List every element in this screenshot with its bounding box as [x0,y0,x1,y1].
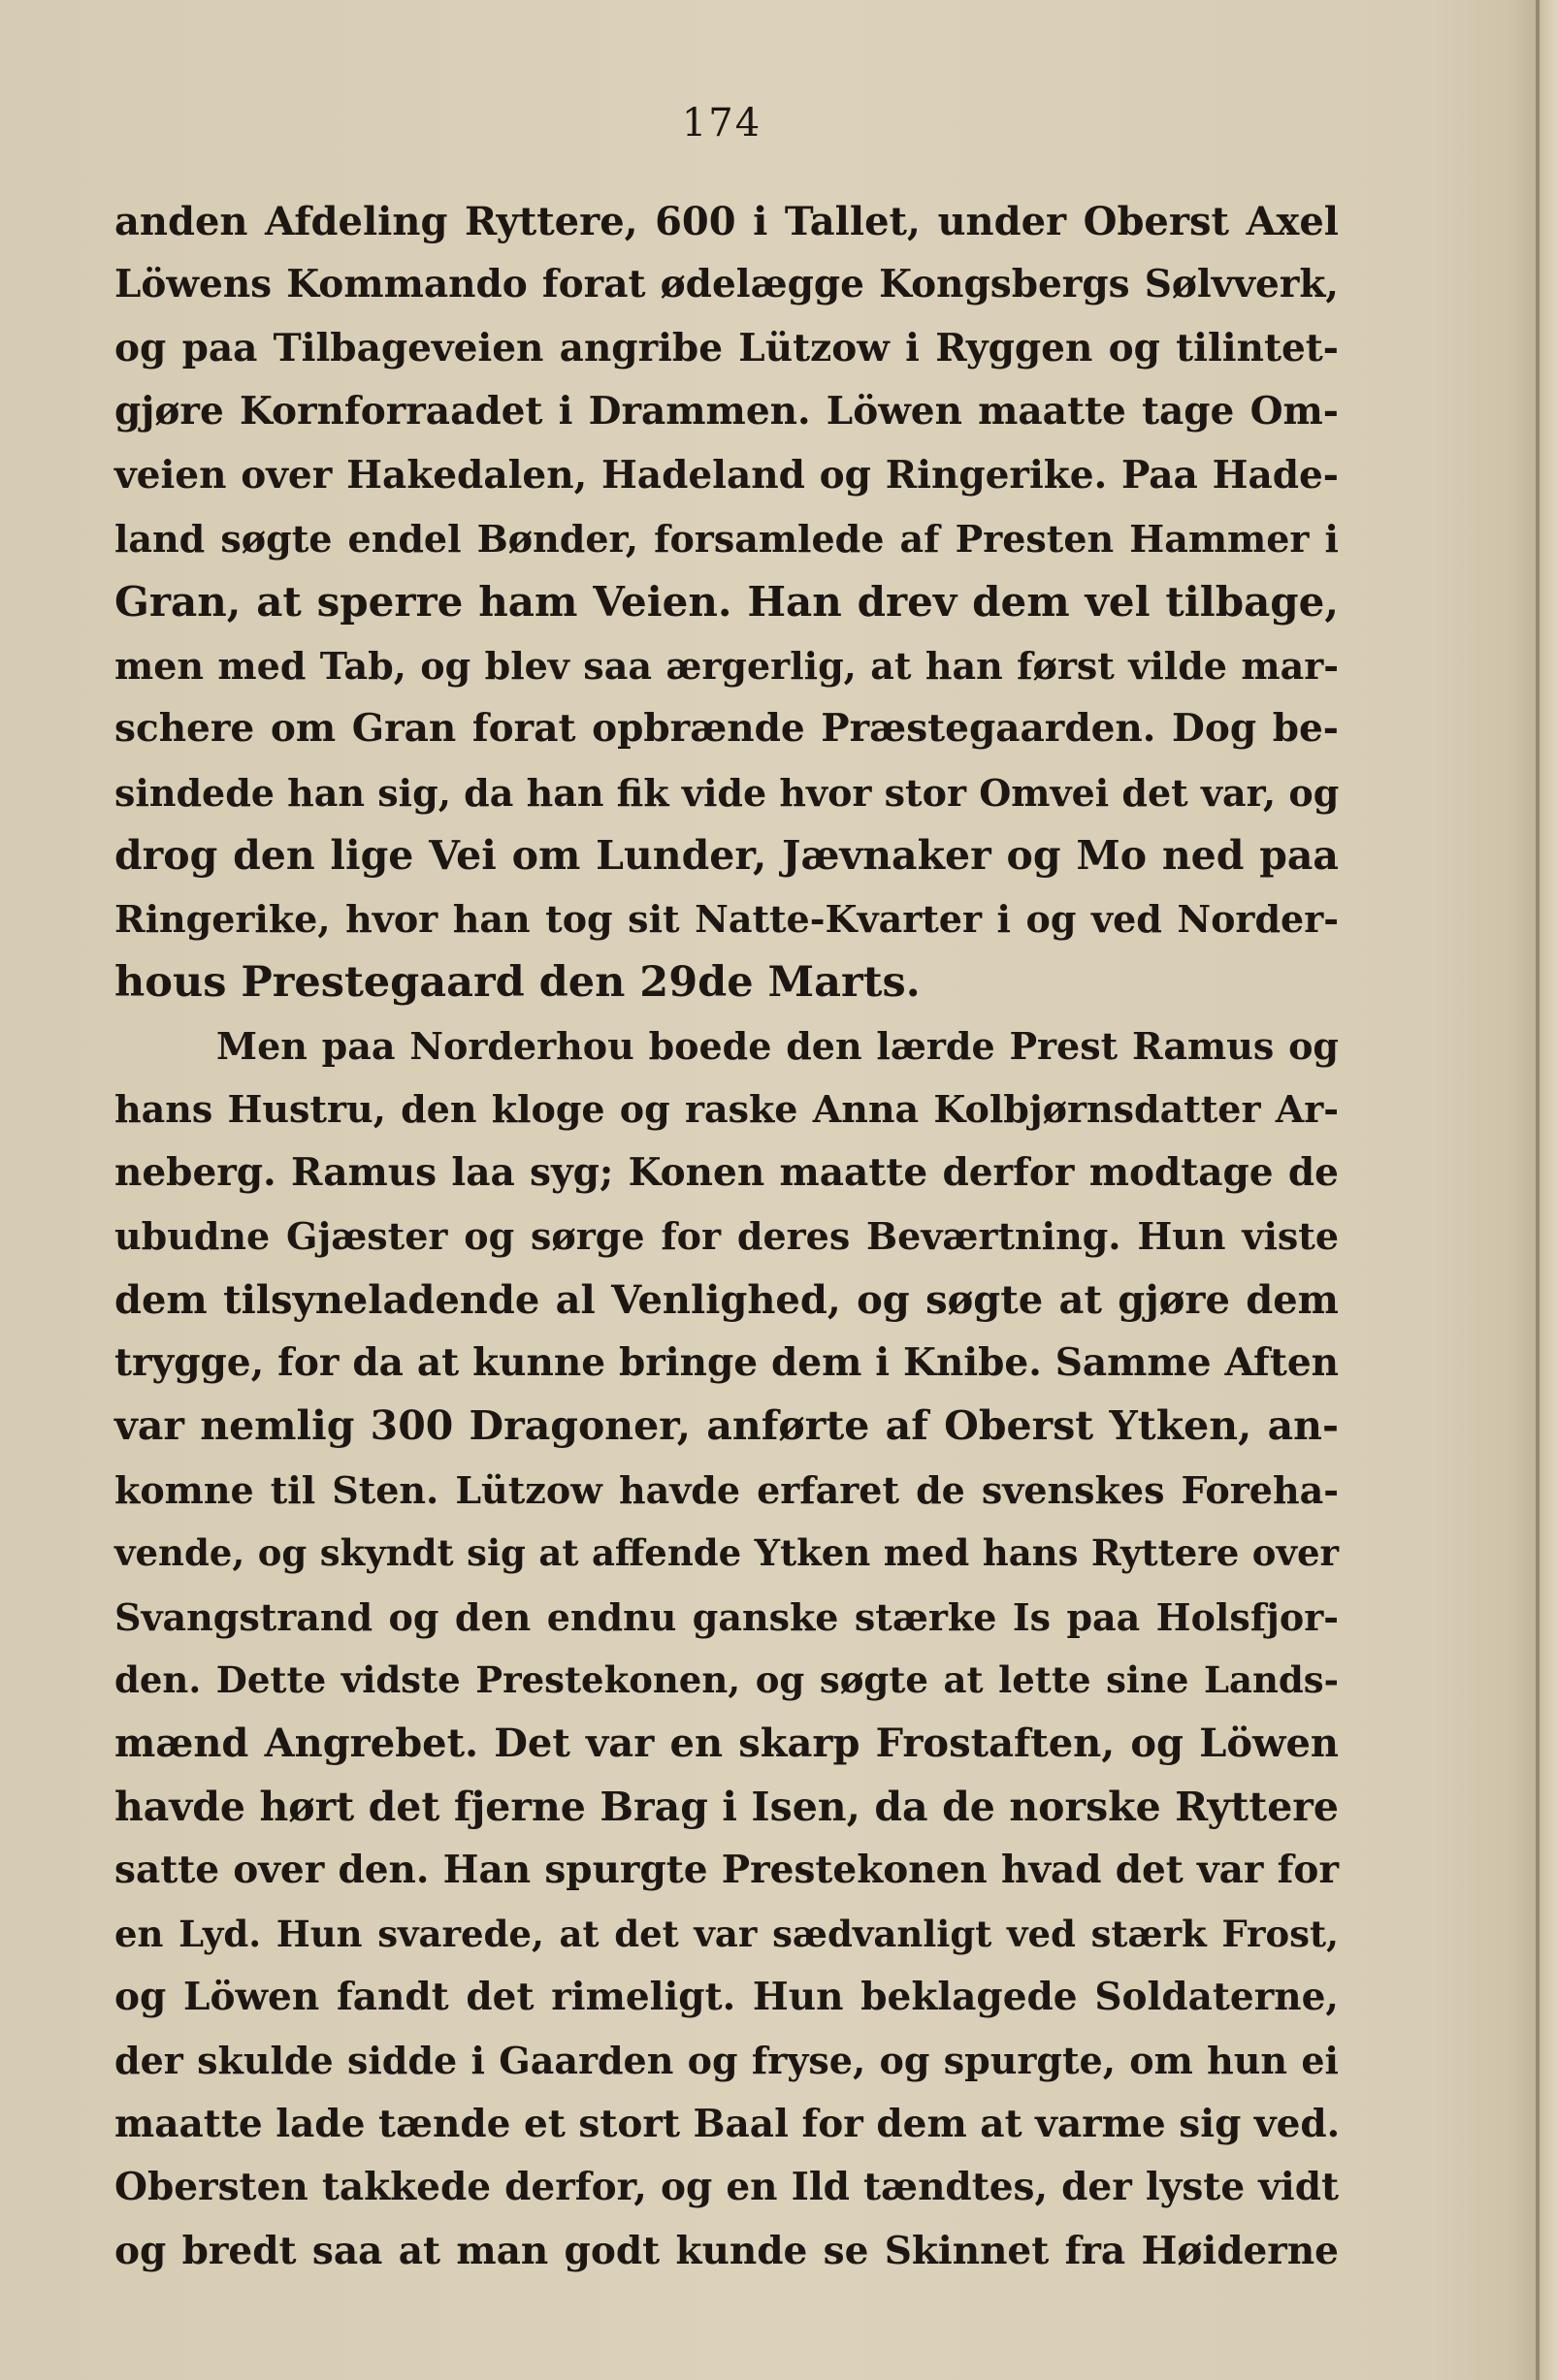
text-line: hous Prestegaard den 29de Marts. [114,957,921,1007]
text-line: men med Tab, og blev saa ærgerlig, at han først vilde mar- [114,643,1339,688]
text-line: Men paa Norderhou boede den lærde Prest Ramus og [216,1024,1339,1069]
text-line: schere om Gran forat opbrænde Præstegaarden. Dog be- [114,706,1339,752]
text-line: Ringerike, hvor han tog sit Natte-Kvarter i og ved Norder- [114,897,1339,942]
text-line: satte over den. Han spurgte Prestekonen hvad det var for [114,1848,1339,1893]
body-text [114,190,1339,2283]
text-line: neberg. Ramus laa syg; Konen maatte derfor modtage de [114,1149,1339,1195]
text-line: og paa Tilbageveien angribe Lützow i Ryggen og tilintet- [114,325,1339,370]
text-line: ubudne Gjæster og sørge for deres Beværtning. Hun viste [114,1214,1339,1259]
text-line: havde hørt det fjerne Brag i Isen, da de norske Ryttere [114,1783,1339,1830]
text-line: maatte lade tænde et stort Baal for dem at varme sig ved. [114,2101,1341,2146]
text-line: Gran, at sperre ham Veien. Han drev dem vel tilbage, [114,578,1339,627]
text-line: en Lyd. Hun svarede, at det var sædvanligt ved stærk Frost, [114,1912,1339,1955]
text-line: trygge, for da at kunne bringe dem i Knibe. Samme Aften [114,1340,1339,1386]
text-line: komne til Sten. Lützow havde erfaret de svenskes Foreha- [114,1467,1339,1512]
text-line: dem tilsyneladende al Venlighed, og søgte at gjøre dem [114,1276,1339,1323]
page-number: 174 [681,101,762,145]
text-line: sindede han sig, da han fik vide hvor stor Omvei det var, og [114,770,1340,815]
text-line: vende, og skyndt sig at affende Ytken med hans Ryttere over [114,1531,1339,1575]
text-line: og bredt saa at man godt kunde se Skinnet fra Høiderne [114,2228,1339,2273]
text-line: gjøre Kornforraadet i Drammen. Löwen maatte tage Om- [114,389,1339,434]
text-line: hans Hustru, den kloge og raske Anna Kolbjørnsdatter Ar- [114,1087,1339,1132]
text-line: var nemlig 300 Dragoner, anførte af Oberst Ytken, an- [114,1402,1339,1450]
text-line: land søgte endel Bønder, forsamlede af Presten Hammer i [114,516,1339,561]
page-edge-shadow [1536,0,1540,2380]
text-line: Svangstrand og den endnu ganske stærke Is paa Holsfjor- [114,1594,1339,1639]
text-line: Löwens Kommando forat ødelægge Kongsbergs Sølvverk, [114,262,1339,307]
text-line: den. Dette vidste Prestekonen, og søgte at lette sine Lands- [114,1657,1339,1701]
text-line: veien over Hakedalen, Hadeland og Ringerike. Paa Hade- [114,452,1339,498]
text-line: Obersten takkede derfor, og en Ild tændtes, der lyste vidt [114,2165,1339,2210]
page-edge [1540,0,1557,2380]
text-line: mænd Angrebet. Det var en skarp Frostaften, og Löwen [114,1721,1339,1767]
text-line: og Löwen fandt det rimeligt. Hun beklagede Soldaterne, [114,1974,1339,2019]
text-line: anden Afdeling Ryttere, 600 i Tallet, under Oberst Axel [114,199,1339,244]
text-line: drog den lige Vei om Lunder, Jævnaker og Mo ned paa [114,831,1339,879]
text-line: der skulde sidde i Gaarden og fryse, og spurgte, om hun ei [114,2039,1339,2083]
